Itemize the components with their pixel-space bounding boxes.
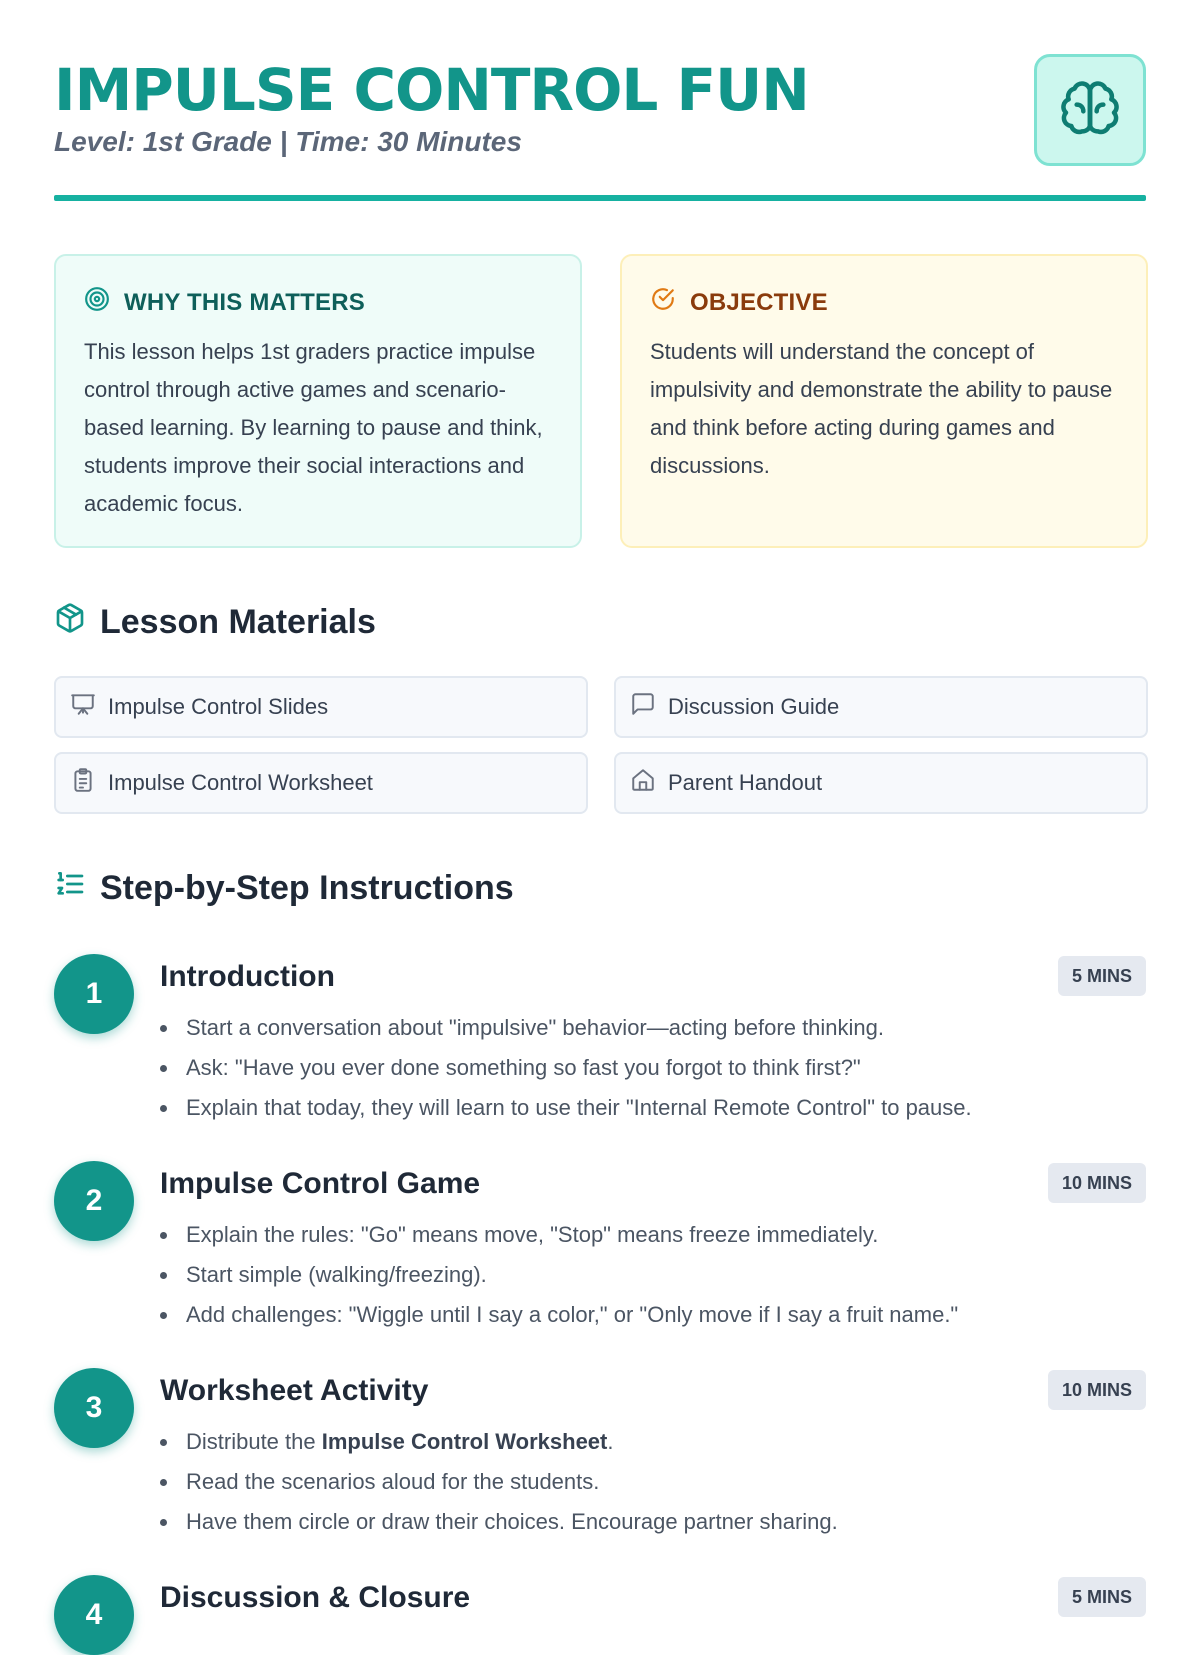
duration-badge: 5 MINS <box>1058 1577 1146 1617</box>
list-item: Start a conversation about "impulsive" behavior—acting before thinking. <box>186 1008 972 1048</box>
material-label: Discussion Guide <box>668 694 840 719</box>
material-slides[interactable] <box>54 676 588 738</box>
step-number: 2 <box>54 1161 134 1241</box>
materials-title: Lesson Materials <box>100 603 376 641</box>
material-parent-handout[interactable] <box>614 752 1148 814</box>
step-number: 3 <box>54 1368 134 1448</box>
bullet-prefix: Distribute the <box>186 1429 322 1454</box>
duration-badge: 5 MINS <box>1058 956 1146 996</box>
objective-card-heading <box>650 286 1118 319</box>
objective-card-title: OBJECTIVE <box>690 288 828 316</box>
duration-badge: 10 MINS <box>1048 1370 1146 1410</box>
numbered-list-icon <box>54 868 86 909</box>
why-card-heading <box>84 286 552 319</box>
material-worksheet[interactable] <box>54 752 588 814</box>
chat-icon <box>630 691 656 723</box>
list-item <box>186 1422 838 1462</box>
step-title: Worksheet Activity <box>160 1374 429 1407</box>
worksheet-name: Impulse Control Worksheet <box>321 1429 608 1454</box>
list-item: Start simple (walking/freezing). <box>186 1255 958 1295</box>
target-icon <box>84 286 110 319</box>
page-header <box>54 52 1146 202</box>
why-this-matters-card <box>54 254 582 548</box>
material-label: Parent Handout <box>668 770 823 795</box>
page-subtitle: Level: 1st Grade | Time: 30 Minutes <box>54 126 522 157</box>
material-discussion-guide[interactable] <box>614 676 1148 738</box>
step-bullets <box>186 1008 972 1128</box>
list-item: Explain the rules: "Go" means move, "Stop" means freeze immediately. <box>186 1215 958 1255</box>
why-card-title: WHY THIS MATTERS <box>124 288 365 316</box>
step-number: 4 <box>54 1575 134 1655</box>
step-bullets <box>186 1422 838 1542</box>
list-item: Explain that today, they will learn to use their "Internal Remote Control" to pause. <box>186 1088 972 1128</box>
step-title: Introduction <box>160 960 335 993</box>
steps-heading <box>54 868 514 909</box>
list-item: Read the scenarios aloud for the students. <box>186 1462 838 1502</box>
objective-card-text: Students will understand the concept of impulsivity and demonstrate the ability to pause and think before acting during games and discussions. <box>650 339 1113 478</box>
package-icon <box>54 602 86 643</box>
step-number: 1 <box>54 954 134 1034</box>
home-icon <box>630 767 656 799</box>
check-circle-icon <box>650 286 676 319</box>
list-item: Add challenges: "Wiggle until I say a color," or "Only move if I say a fruit name." <box>186 1295 958 1335</box>
presentation-icon <box>70 691 96 723</box>
page-title: IMPULSE CONTROL FUN <box>54 56 809 124</box>
bullet-suffix: . <box>607 1429 614 1454</box>
step-title: Discussion & Closure <box>160 1581 471 1614</box>
list-item: Ask: "Have you ever done something so fast you forgot to think first?" <box>186 1048 972 1088</box>
brain-icon <box>1034 54 1146 166</box>
material-label: Impulse Control Worksheet <box>108 770 373 795</box>
objective-card <box>620 254 1148 548</box>
material-label: Impulse Control Slides <box>108 694 329 719</box>
list-item: Have them circle or draw their choices. Encourage partner sharing. <box>186 1502 838 1542</box>
clipboard-icon <box>70 767 96 799</box>
step-bullets <box>186 1215 958 1335</box>
materials-heading <box>54 602 376 643</box>
header-divider <box>54 195 1146 201</box>
step-title: Impulse Control Game <box>160 1167 481 1200</box>
why-card-text: This lesson helps 1st graders practice impulse control through active games and scenario-based learning. By learning to pause and think, students improve their social interactions and academic focus. <box>84 339 543 516</box>
duration-badge: 10 MINS <box>1048 1163 1146 1203</box>
steps-title: Step-by-Step Instructions <box>100 869 514 907</box>
